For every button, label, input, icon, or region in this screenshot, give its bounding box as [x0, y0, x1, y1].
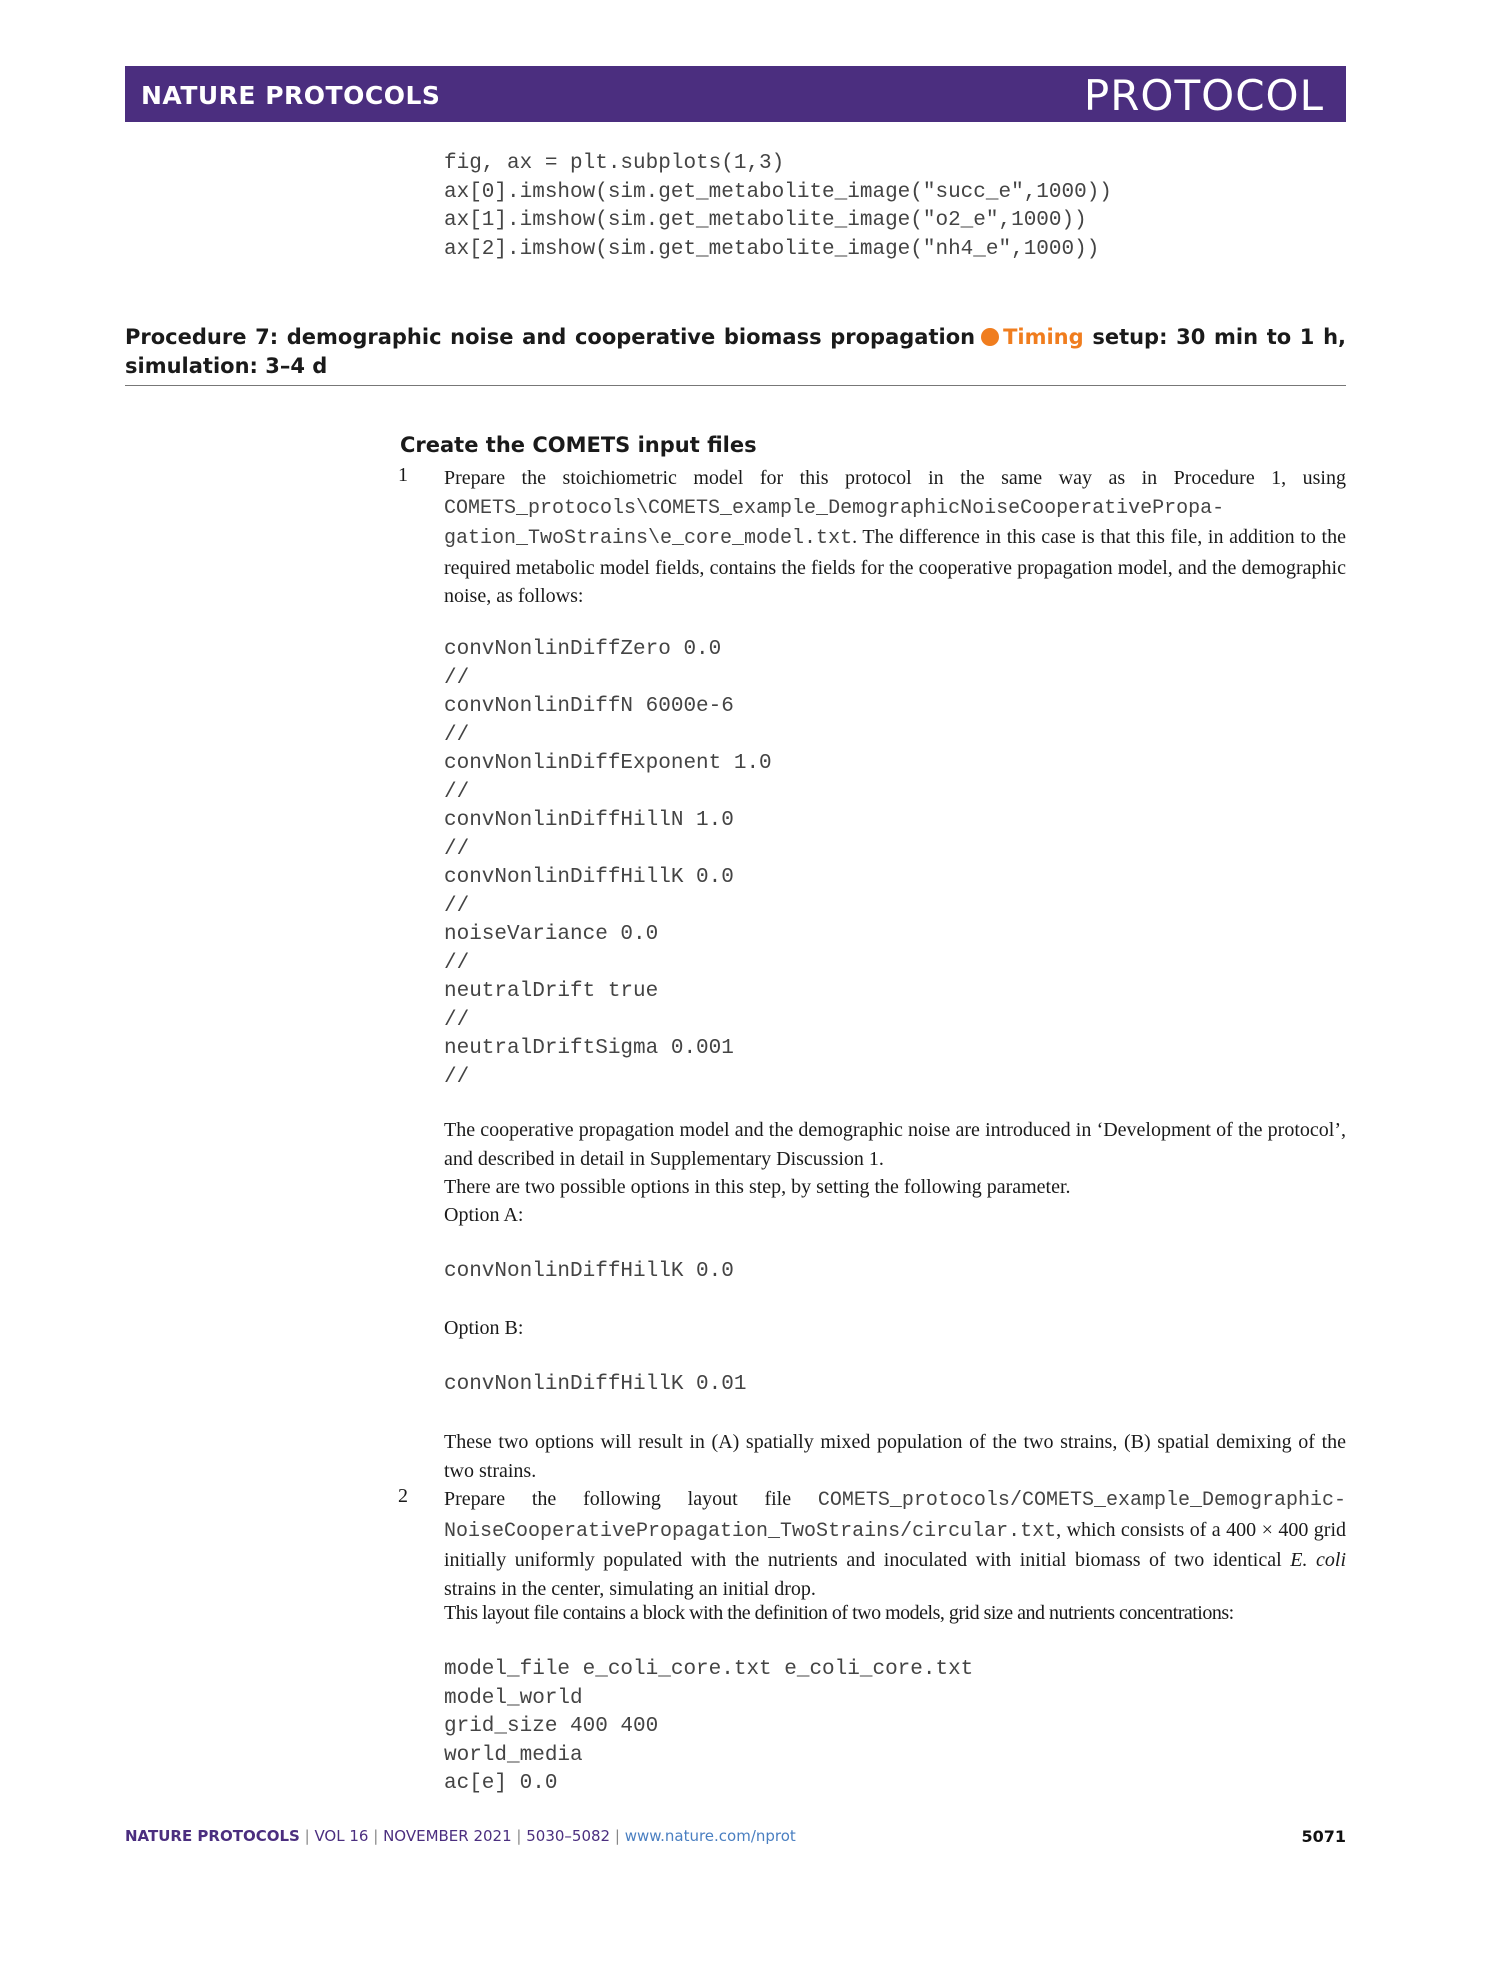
code-line: grid_size 400 400	[444, 1715, 659, 1738]
step1-paragraph-3: There are two possible options in this step, by setting the following parameter.	[444, 1176, 1071, 1198]
option-b-code	[444, 1371, 746, 1400]
timing-text: setup: 30 min to 1 h, simulation: 3–4 d	[125, 325, 1346, 378]
article-type: PROTOCOL	[1083, 71, 1324, 120]
footer-journal: NATURE PROTOCOLS	[125, 1827, 300, 1845]
page-number: 5071	[1301, 1827, 1346, 1846]
code-line: ax[0].imshow(sim.get_metabolite_image("succ_e",1000))	[444, 180, 1112, 204]
code-line: neutralDriftSigma 0.001	[444, 1037, 734, 1060]
step2-paragraph	[444, 1485, 1346, 1603]
step1-description: . The difference in this case is that this file, in addition to the required metabolic model fields, contains the fields for the cooperative propagation model, and the demographic noise, as follows:	[444, 526, 1346, 607]
step1-paragraph	[444, 464, 1346, 611]
code-line: //	[444, 894, 470, 918]
footer-url-link[interactable]: www.nature.com/nprot	[624, 1827, 796, 1845]
footer-date: NOVEMBER 2021	[383, 1827, 512, 1845]
footer-volume: VOL 16	[314, 1827, 369, 1845]
top-code-block	[444, 150, 1112, 264]
section-title: Create the COMETS input files	[400, 433, 757, 457]
layout-code	[444, 1656, 973, 1799]
code-line: world_media	[444, 1743, 583, 1767]
procedure-heading	[125, 323, 1346, 381]
code-line: fig, ax = plt.subplots(1,3)	[444, 152, 785, 175]
step1-line1: Prepare the stoichiometric model for this protocol in the same way as in Procedure 1, using	[444, 467, 1346, 489]
step2-description-end: strains in the center, simulating an initial drop.	[444, 1577, 816, 1600]
layout-file-path: COMETS_protocols/COMETS_example_Demographic-	[817, 1489, 1346, 1512]
step-number: 1	[398, 464, 408, 486]
journal-name: NATURE PROTOCOLS	[141, 81, 441, 110]
model-file-path: COMETS_protocols\COMETS_example_DemographicNoiseCooperativePropa-	[444, 496, 1225, 520]
code-line: model_file e_coli_core.txt e_coli_core.txt	[444, 1658, 974, 1681]
code-line: noiseVariance 0.0	[444, 923, 659, 946]
code-line: ax[2].imshow(sim.get_metabolite_image("nh4_e",1000))	[444, 237, 1100, 261]
step2-paragraph-2: This layout file contains a block with the definition of two models, grid size and nutrients concentrations:	[444, 1602, 1234, 1624]
code-line: model_world	[444, 1686, 583, 1710]
step-number: 2	[398, 1485, 408, 1507]
code-line: convNonlinDiffHillK 0.0	[444, 1260, 734, 1283]
heading-divider	[125, 385, 1346, 386]
code-line: //	[444, 723, 470, 747]
timing-label: Timing	[1003, 325, 1084, 349]
code-line: neutralDrift true	[444, 980, 659, 1003]
timing-dot-icon	[981, 328, 999, 346]
journal-banner	[125, 66, 1346, 122]
footer-pages: 5030–5082	[526, 1827, 611, 1845]
code-line: //	[444, 1008, 470, 1032]
code-line: //	[444, 666, 470, 690]
code-line: convNonlinDiffHillK 0.01	[444, 1373, 747, 1396]
model-fields-code	[444, 636, 772, 1092]
code-line: convNonlinDiffExponent 1.0	[444, 752, 772, 775]
step1-paragraph-4: These two options will result in (A) spatially mixed population of the two strains, (B) spatial demixing of the two strains.	[444, 1431, 1346, 1482]
step2-intro: Prepare the following layout file	[444, 1488, 792, 1510]
layout-file-path-cont: NoiseCooperativePropagation_TwoStrains/circular.txt	[444, 1519, 1057, 1543]
option-b-label: Option B:	[444, 1317, 524, 1339]
code-line: //	[444, 1065, 470, 1089]
species-name: E. coli	[1290, 1549, 1347, 1571]
code-line: ac[e] 0.0	[444, 1772, 558, 1795]
code-line: convNonlinDiffHillK 0.0	[444, 866, 734, 889]
option-a-code	[444, 1258, 734, 1287]
option-a-label: Option A:	[444, 1204, 524, 1226]
page-footer: NATURE PROTOCOLS | VOL 16 | NOVEMBER 2021 | 5030–5082 | www.nature.com/nprot 5071	[125, 1827, 1346, 1846]
code-line: ax[1].imshow(sim.get_metabolite_image("o2_e",1000))	[444, 209, 1087, 232]
code-line: //	[444, 837, 470, 861]
model-file-path-cont: gation_TwoStrains\e_core_model.txt	[444, 527, 853, 550]
step1-paragraph-2: The cooperative propagation model and the demographic noise are introduced in ‘Development of the protocol’, and described in detail in Supplementary Discussion 1.	[444, 1119, 1346, 1170]
code-line: //	[444, 780, 470, 804]
code-line: convNonlinDiffHillN 1.0	[444, 809, 734, 832]
step2-description: , which consists of a 400 × 400 grid initially uniformly populated with the nutrients and inoculated with initial biomass of two identical	[444, 1518, 1346, 1571]
procedure-title: Procedure 7: demographic noise and cooperative biomass propagation	[125, 325, 976, 349]
code-line: //	[444, 951, 470, 975]
code-line: convNonlinDiffN 6000e-6	[444, 695, 734, 718]
code-line: convNonlinDiffZero 0.0	[444, 638, 722, 661]
